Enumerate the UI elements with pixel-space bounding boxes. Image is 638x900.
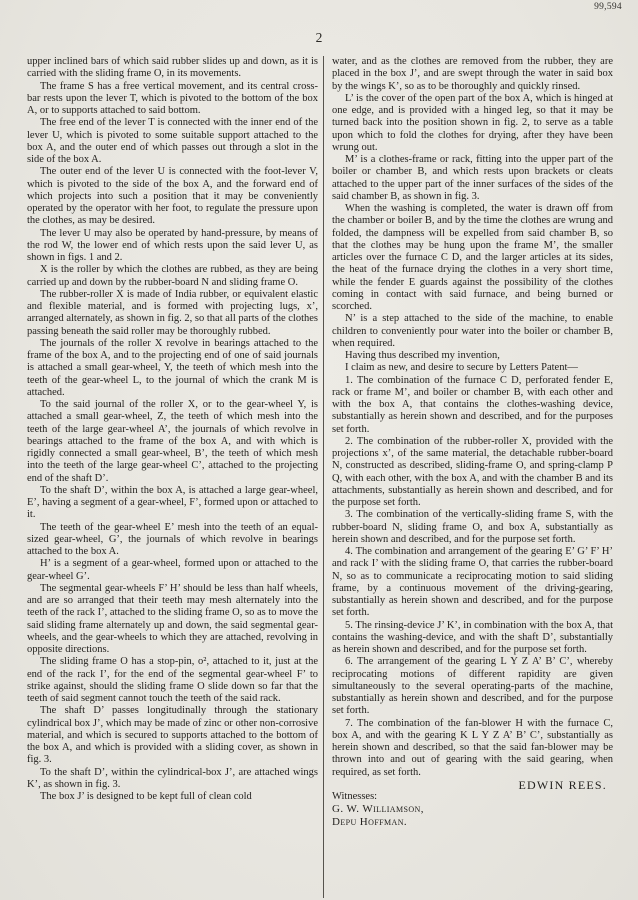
paragraph: The sliding frame O has a stop-pin, o², attached to it, just at the end of the rack I’, for the end of the segmental gear-wheel F’ to strike against, should the sliding frame O slide down so far that the teeth of said segment cannot touch the teeth of the said rack. [27,656,318,704]
witness-name: Depu Hoffman. [332,815,408,828]
right-column [332,56,613,828]
paragraph: The free end of the lever T is connected with the inner end of the lever U, which is pivoted to some suitable support attached to the box A, and the outer end of which passes out through a slot in the side of the box A. [27,117,318,165]
page-number: 2 [315,30,323,45]
paragraph: The rubber-roller X is made of India rubber, or equivalent elastic and flexible material, and is formed with projecting lugs, x’, arranged alternately, as shown in fig. 2, so that all parts of the clothes passing beneath the said roller may be thoroughly rubbed. [27,288,318,337]
paragraph: Having thus described my invention, [345,350,500,361]
paragraph: The journals of the roller X revolve in bearings attached to the frame of the box A, and to the projecting end of one of said journals is attached a small gear-wheel, Y, the teeth of which mesh into the teeth of the gear-wheel L, to the journal of which the crank M is attached. [27,337,318,398]
paragraph: N’ is a step attached to the side of the machine, to enable children to conveniently pour water into the boiler or chamber B, when required. [332,313,613,349]
witnesses-label: Witnesses: [332,791,378,802]
paragraph: The lever U may also be operated by hand-pressure, by means of the rod W, the lower end of which rests upon the said lever U, as shown in figs. 1 and 2. [27,227,318,263]
column-divider [323,56,324,898]
paragraph: M’ is a clothes-frame or rack, fitting into the upper part of the boiler or chamber B, and which rests upon brackets or cleats attached to the upper part of the inner surfaces of the sides of the said chamber B, as shown in fig. 3. [332,154,613,202]
paragraph: To the said journal of the roller X, or to the gear-wheel Y, is attached a small gear-wheel, Z, the teeth of which mesh into the teeth of the large gear-wheel A’, the journals of which revolve in bearings attached to the frame of the box A, and with which is rigidly connected a small gear-wheel, B’, the teeth of which mesh into the teeth of the large gear-wheel C’, attached to the projecting end of the shaft D’. [27,399,318,484]
paragraph: The teeth of the gear-wheel E’ mesh into the teeth of an equal-sized gear-wheel, G’, the journals of which revolve in bearings attached to the box A. [27,521,318,557]
paragraph: upper inclined bars of which said rubber slides up and down, as it is carried with the sliding frame O, in its movements. [27,56,318,80]
paragraph: 7. The combination of the fan-blower H with the furnace C, box A, and with the gearing K L Y Z A’ B’ C’, substantially as herein shown and described, so that the said fan-blower may be thrown into and out of gearing with the said gearing, when required, as set forth. [332,717,613,778]
paragraph: 6. The arrangement of the gearing L Y Z A’ B’ C’, whereby reciprocating motions of different rapidity are given simultaneously to the several operating-parts of the machine, substantially as herein shown and described, and for the purpose set forth. [332,656,613,717]
paragraph: To the shaft D’, within the box A, is attached a large gear-wheel, E’, having a segment of a gear-wheel, F’, formed upon or attached to it. [27,484,318,521]
paragraph: water, and as the clothes are removed from the rubber, they are placed in the box J’, and are swept through the water in said box by the wings K’, so as to be thoroughly and quickly rinsed. [332,56,613,92]
paragraph: The segmental gear-wheels F’ H’ should be less than half wheels, and are so arranged that their teeth may mesh alternately into the teeth of the rack I’, attached to the sliding frame O, so as to move the said sliding frame alternately up and down, the said segmental gear-wheels, and the gear-wheels to which they are attached, revolving in opposite directions. [27,582,318,655]
paragraph: The frame S has a free vertical movement, and its central cross-bar rests upon the lever T, which is pivoted to the bottom of the box A, or to supports attached to said bottom. [27,80,318,116]
paragraph: 4. The combination and arrangement of the gearing E’ G’ F’ H’ and rack I’ with the sliding frame O, that carries the rubber-board N, so as to communicate a reciprocating motion to said sliding frame, by a continuous movement of the driving-gearing, substantially as herein shown and described, and for the purpose set forth. [332,546,613,619]
paragraph: 5. The rinsing-device J’ K’, in combination with the box A, that contains the washing-device, and with the shaft D’, substantially as herein shown and described, and for the purpose set forth. [332,619,613,655]
witness-name: G. W. Williamson, [332,803,424,816]
paragraph: To the shaft D’, within the cylindrical-box J’, are attached wings K’, as shown in fig. 3. [27,766,318,790]
paragraph: I claim as new, and desire to secure by Letters Patent— [345,362,578,374]
doc-number: 99,594 [594,2,622,12]
paragraph: The shaft D’ passes longitudinally through the stationary cylindrical box J’, which may be made of zinc or other non-corrosive material, and which is secured to supports attached to the bottom of the box A, and which is provided with a sliding cover, as shown in fig. 3. [27,705,318,766]
paragraph: 2. The combination of the rubber-roller X, provided with the projections x’, of the same material, the detachable rubber-board N, constructed as described, sliding-frame O, and spring-clamp P Q, with each other, with the box A, and with the chamber B and its attachments, substantially as herein shown and described, and for the purpose set forth. [332,435,613,508]
left-column [27,56,318,803]
paragraph: L’ is the cover of the open part of the box A, which is hinged at one edge, and is provided with a hinged leg, so that it may be turned back into the position shown in fig. 2, to serve as a table upon which to fold the clothes for drying, after they have been wrung out. [332,92,613,153]
paragraph: 1. The combination of the furnace C D, perforated fender E, rack or frame M’, and boiler or chamber B, with each other and with the box A, that contains the clothes-washing device, substantially as herein shown and described, and for the purposes set forth. [332,374,613,435]
right-column-text [332,56,613,779]
paragraph: 3. The combination of the vertically-sliding frame S, with the rubber-board N, sliding frame O, and box A, substantially as herein shown and described, and for the purpose set forth. [332,509,613,545]
paragraph: H’ is a segment of a gear-wheel, formed upon or attached to the gear-wheel G’. [27,558,318,582]
signature: EDWIN REES. [518,777,607,792]
paragraph: When the washing is completed, the water is drawn off from the chamber or boiler B, and by the time the clothes are wrung and folded, the dampness will be expelled from said chamber B, so that the clothes may be hung upon the frame M’, the smaller articles over the furnace C D, and the larger articles at its sides, the heat of the furnace drying the clothes in a very short time, while the fender E guards against the possibility of the clothes coming in contact with said furnace, and being burned or scorched. [332,203,613,312]
paragraph: The box J’ is designed to be kept full of clean cold [40,791,252,802]
paragraph: The outer end of the lever U is connected with the foot-lever V, which is pivoted to the side of the box A, and the forward end of which projects into such a position that it may be conveniently operated by the operator with her foot, to regulate the pressure upon the clothes, as may be desired. [27,166,318,227]
paragraph: X is the roller by which the clothes are rubbed, as they are being carried up and down by the rubber-board N and sliding frame O. [27,264,318,288]
